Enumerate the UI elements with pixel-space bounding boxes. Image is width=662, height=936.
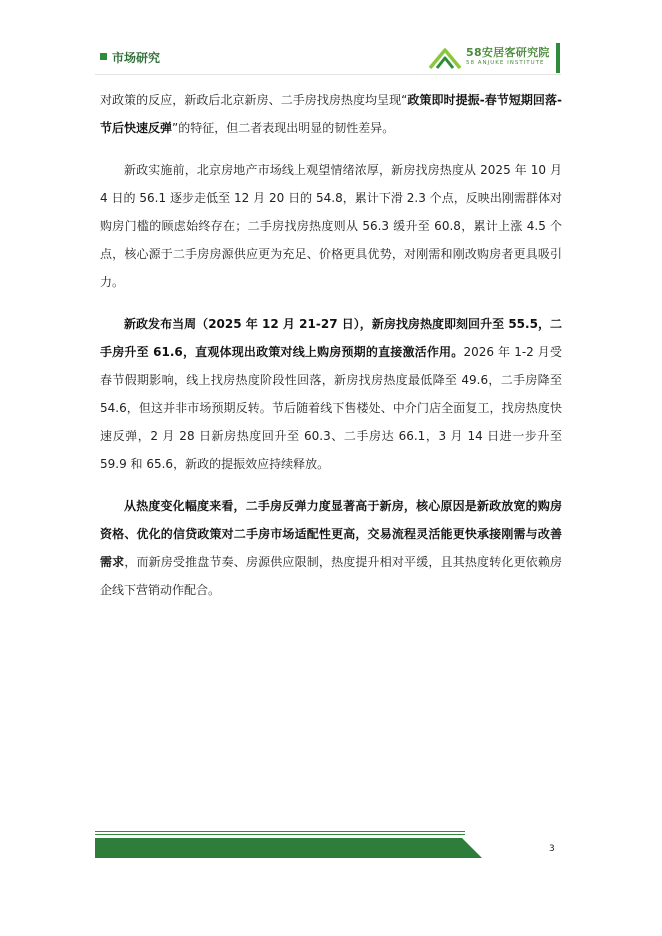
body-text: ”的特征，但二者表现出明显的韧性差异。 bbox=[172, 121, 395, 135]
footer-rule bbox=[95, 834, 465, 835]
emphasized-text: 新政发布当周（2025 年 12 月 21-27 日），新房找房热度即刻回升至 55.5，二手房升至 61.6，直观体现出政策对线上购房预期的直接激活作用。 bbox=[100, 317, 562, 359]
article-body bbox=[100, 86, 562, 618]
section-title: 市场研究 bbox=[112, 51, 161, 65]
house-logo-icon bbox=[428, 44, 462, 70]
footer-band bbox=[0, 820, 662, 860]
page-number: 3 bbox=[549, 844, 555, 854]
paragraph bbox=[100, 310, 562, 478]
emphasized-text: 从热度变化幅度来看，二手房反弹力度显著高于新房，核心原因是新政放宽的购房资格、优化的信贷政策对二手房市场适配性更高，交易流程灵活能更快承接刚需与改善需求 bbox=[100, 499, 562, 569]
page-header bbox=[0, 0, 662, 80]
emphasized-text: 政策即时提振-春节短期回落-节后快速反弹 bbox=[100, 93, 562, 135]
logo-text-en: 58 ANJUKE INSTITUTE bbox=[466, 60, 545, 66]
institute-logo bbox=[428, 42, 548, 72]
section-marker bbox=[100, 53, 107, 60]
header-accent-bar bbox=[556, 43, 560, 73]
body-text: 2026 年 1-2 月受春节假期影响，线上找房热度阶段性回落，新房找房热度最低降至 49.6，二手房降至 54.6，但这并非市场预期反转。节后随着线下售楼处、中介门店全面复工，找房热度快速反弹，2 月 28 日新房热度回升至 60.3、二手房达 66.1，3 月 14 日进一步升至 59.9 和 65.6，新政的提振效应持续释放。 bbox=[100, 345, 562, 471]
page-footer bbox=[0, 820, 662, 870]
body-text: ，而新房受推盘节奏、房源供应限制，热度提升相对平缓，且其热度转化更依赖房企线下营销动作配合。 bbox=[100, 555, 562, 597]
footer-rule bbox=[95, 831, 465, 832]
logo-text-cn: 58安居客研究院 bbox=[466, 46, 550, 59]
body-text: 新政实施前，北京房地产市场线上观望情绪浓厚，新房找房热度从 2025 年 10 月 4 日的 56.1 逐步走低至 12 月 20 日的 54.8，累计下滑 2.3 个点，反映出刚需群体对购房门槛的顾虑始终存在；二手房找房热度则从 56.3 缓升至 60.8，累计上涨 4.5 个点，核心源于二手房房源供应更为充足、价格更具优势，对刚需和刚改购房者更具吸引力。 bbox=[100, 163, 562, 289]
paragraph bbox=[100, 86, 562, 142]
header-divider bbox=[95, 74, 561, 75]
paragraph bbox=[100, 492, 562, 604]
paragraph bbox=[100, 156, 562, 296]
body-text: 对政策的反应，新政后北京新房、二手房找房热度均呈现“ bbox=[100, 93, 408, 107]
